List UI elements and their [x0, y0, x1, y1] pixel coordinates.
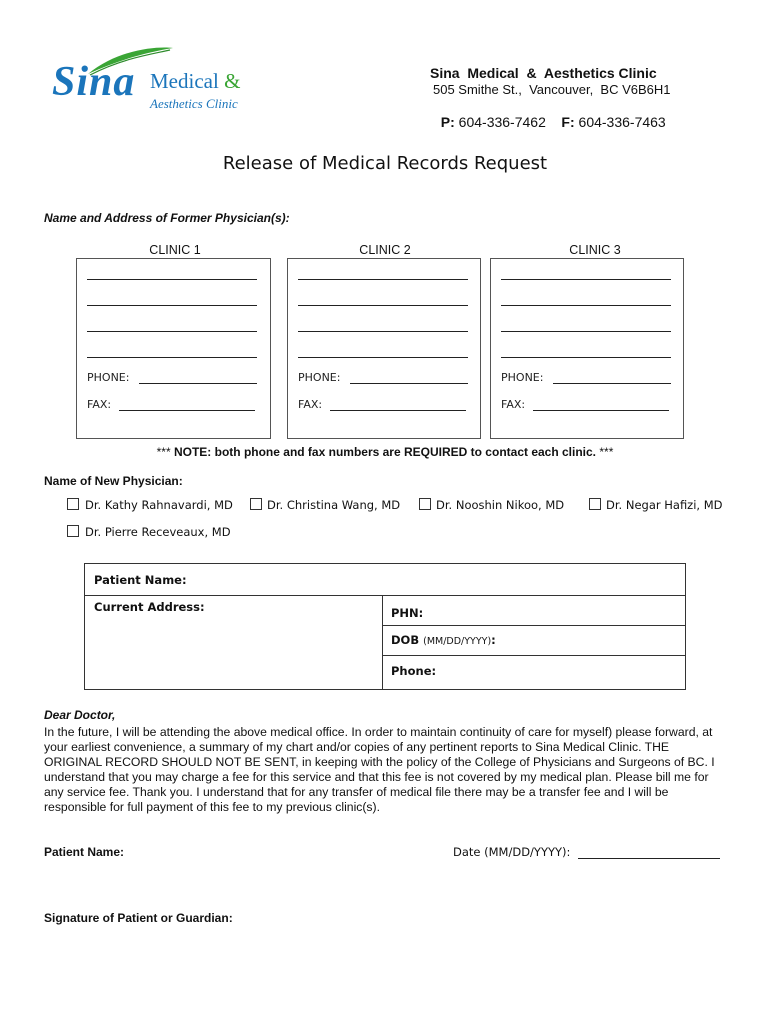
- clinic-2-box: [287, 258, 481, 439]
- clinic-1-box: [76, 258, 271, 439]
- physician-option-5: Dr. Pierre Receveaux, MD: [85, 525, 231, 539]
- clinic-address: 505 Smithe St., Vancouver, BC V6B6H1: [433, 82, 671, 97]
- clinic-3-phone-field[interactable]: [553, 383, 671, 384]
- clinic-1-fax-field[interactable]: [119, 410, 255, 411]
- clinic-2-phone-label: PHONE:: [298, 371, 341, 384]
- clinic-3-line-4[interactable]: [501, 357, 671, 358]
- fax-label: F:: [561, 114, 575, 130]
- footer-patient-name-label: Patient Name:: [44, 845, 125, 859]
- clinic-2-fax-field[interactable]: [330, 410, 466, 411]
- clinic-3-line-3[interactable]: [501, 331, 671, 332]
- salutation: Dear Doctor,: [44, 708, 116, 722]
- clinic-fax: 604-336-7463: [578, 114, 666, 130]
- clinic-2-line-2[interactable]: [298, 305, 468, 306]
- physician-checkbox-1[interactable]: [67, 498, 79, 510]
- patient-info-table: [84, 563, 686, 690]
- clinic-1-line-3[interactable]: [87, 331, 257, 332]
- clinic-3-fax-field[interactable]: [533, 410, 669, 411]
- clinic-3-heading: CLINIC 3: [569, 243, 621, 257]
- physician-checkbox-5[interactable]: [67, 525, 79, 537]
- physician-option-4: Dr. Negar Hafizi, MD: [606, 498, 723, 512]
- logo-line2: Aesthetics Clinic: [150, 96, 238, 111]
- phone-label: P:: [440, 114, 455, 130]
- clinic-3-phone-label: PHONE:: [501, 371, 544, 384]
- signature-label: Signature of Patient or Guardian:: [44, 911, 233, 925]
- clinic-3-line-1[interactable]: [501, 279, 671, 280]
- clinic-2-line-1[interactable]: [298, 279, 468, 280]
- phn-label: PHN:: [391, 606, 424, 620]
- clinic-3-box: [490, 258, 684, 439]
- clinic-1-line-4[interactable]: [87, 357, 257, 358]
- clinic-name: Sina Medical & Aesthetics Clinic: [430, 65, 657, 81]
- clinic-phone: 604-336-7462: [458, 114, 546, 130]
- new-physician-label: Name of New Physician:: [44, 474, 183, 488]
- clinic-2-line-3[interactable]: [298, 331, 468, 332]
- note-text: NOTE: both phone and fax numbers are REQUIRED to contact each clinic.: [173, 445, 597, 459]
- logo-line1: Medical &: [150, 69, 241, 93]
- clinic-2-fax-label: FAX:: [298, 398, 323, 411]
- letter-body: In the future, I will be attending the above medical office. In order to maintain continuity of care for myself) please forward, at your earliest convenience, a summary of my chart and/or copies of any pertinent reports to Sina Medical Clinic. THE ORIGINAL RECORD SHOULD NOT BE SENT, in keeping with the policy of the College of Physicians and Surgeons of BC. I understand that you may charge a fee for this service and that this fee is not covered by my medical plan. Please bill me for any service fee. Thank you. I understand that for any transfer of medical file there may be a transfer fee and I will be responsible for full payment of this fee to my previous clinic(s).: [44, 725, 715, 814]
- physician-option-3: Dr. Nooshin Nikoo, MD: [436, 498, 565, 512]
- clinic-1-phone-label: PHONE:: [87, 371, 130, 384]
- clinic-1-phone-field[interactable]: [139, 383, 257, 384]
- clinic-2-phone-field[interactable]: [350, 383, 468, 384]
- clinic-3-fax-label: FAX:: [501, 398, 526, 411]
- physician-checkbox-2[interactable]: [250, 498, 262, 510]
- physician-checkbox-4[interactable]: [589, 498, 601, 510]
- clinic-2-heading: CLINIC 2: [359, 243, 411, 257]
- clinic-contact: [433, 98, 666, 130]
- physician-checkbox-3[interactable]: [419, 498, 431, 510]
- clinic-1-heading: CLINIC 1: [149, 243, 201, 257]
- logo-brand: Sina: [52, 59, 136, 105]
- physician-option-1: Dr. Kathy Rahnavardi, MD: [85, 498, 233, 512]
- required-note: *** NOTE: both phone and fax numbers are REQUIRED to contact each clinic. ***: [156, 445, 614, 459]
- page-title: Release of Medical Records Request: [222, 153, 548, 174]
- date-label: Date (MM/DD/YYYY):: [453, 845, 571, 859]
- clinic-1-line-1[interactable]: [87, 279, 257, 280]
- current-address-label: Current Address:: [94, 600, 205, 614]
- clinic-2-line-4[interactable]: [298, 357, 468, 358]
- clinic-1-fax-label: FAX:: [87, 398, 112, 411]
- physician-option-2: Dr. Christina Wang, MD: [267, 498, 401, 512]
- clinic-1-line-2[interactable]: [87, 305, 257, 306]
- dob-label: DOB (MM/DD/YYYY):: [391, 633, 496, 647]
- clinic-3-line-2[interactable]: [501, 305, 671, 306]
- date-field[interactable]: [578, 858, 720, 859]
- patient-name-label: Patient Name:: [94, 573, 187, 587]
- former-physician-label: Name and Address of Former Physician(s):: [44, 211, 290, 225]
- phone-label: Phone:: [391, 664, 437, 678]
